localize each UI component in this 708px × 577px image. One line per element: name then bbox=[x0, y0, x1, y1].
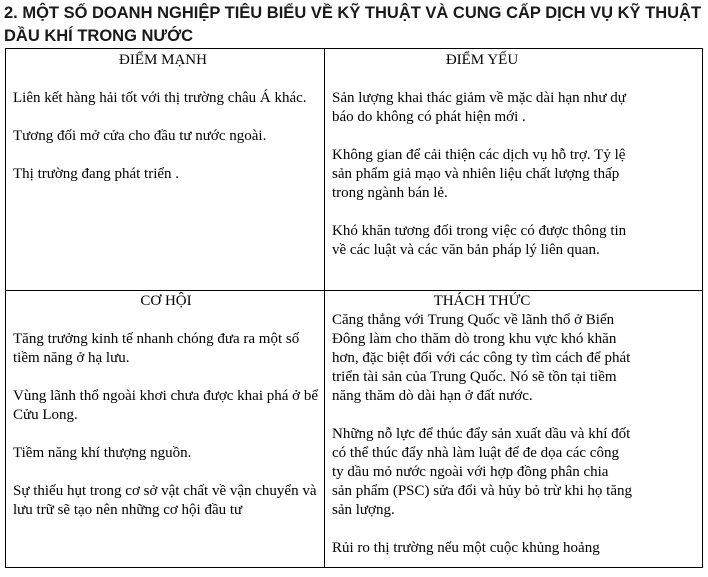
opportunities-cell bbox=[13, 292, 319, 539]
threats-title: THÁCH THỨC bbox=[433, 293, 531, 309]
opportunity-item: Vùng lãnh thổ ngoài khơi chưa được khai phá ở bể Cửu Long. bbox=[13, 388, 318, 423]
strengths-cell bbox=[13, 51, 313, 203]
page-heading: 2. MỘT SỐ DOANH NGHIỆP TIÊU BIỂU VỀ KỸ THUẬT VÀ CUNG CẤP DỊCH VỤ KỸ THUẬT DẦU KHÍ TRONG NƯỚC bbox=[4, 4, 702, 45]
strengths-title: ĐIỂM MẠNH bbox=[119, 52, 207, 68]
swot-table bbox=[5, 48, 703, 568]
opportunities-title: CƠ HỘI bbox=[140, 293, 192, 309]
threat-item: Những nỗ lực để thúc đẩy sản xuất dầu và khí đốt có thể thúc đẩy nhà làm luật để đe dọa các công ty dầu mỏ nước ngoài với hợp đồng phân chia sản phẩm (PSC) sửa đổi và hủy bỏ trừ khi họ tăng sản lượng. bbox=[332, 426, 632, 518]
weakness-item: Sản lượng khai thác giảm về mặc dài hạn như dự báo do không có phát hiện mới . bbox=[332, 90, 626, 125]
weakness-item: Không gian để cải thiện các dịch vụ hỗ trợ. Tỷ lệ sản phẩm giả mạo và nhiên liệu chất lượng thấp trong ngành bán lẻ. bbox=[332, 147, 626, 201]
threat-item: Căng thẳng với Trung Quốc về lãnh thổ ở Biển Đông làm cho thăm dò trong khu vực khó khăn hơn, đặc biệt đối với các công ty tìm cách để phát triển tài sản của Trung Quốc. Nó sẽ tồn tại tiềm năng thăm dò dài hạn ở đất nước. bbox=[332, 312, 631, 404]
weaknesses-cell bbox=[332, 51, 632, 279]
weaknesses-title: ĐIỂM YẾU bbox=[445, 52, 519, 68]
opportunity-item: Sự thiếu hụt trong cơ sở vật chất về vận chuyển và lưu trữ sẽ tạo nên những cơ hội đầu tư bbox=[13, 483, 317, 518]
table-divider-vertical bbox=[324, 49, 325, 567]
opportunity-item: Tiềm năng khí thượng nguồn. bbox=[13, 445, 192, 461]
threat-item: Rủi ro thị trường nếu một cuộc khủng hoảng bbox=[332, 540, 600, 556]
strength-item: Tương đối mở cửa cho đầu tư nước ngoài. bbox=[13, 128, 267, 144]
strength-item: Thị trường đang phát triển . bbox=[13, 166, 180, 182]
threats-cell bbox=[332, 292, 632, 577]
table-divider-horizontal bbox=[6, 290, 702, 291]
weakness-item: Khó khăn tương đối trong việc có được thông tin về các luật và các văn bản pháp lý liên quan. bbox=[332, 223, 627, 258]
opportunity-item: Tăng trưởng kinh tế nhanh chóng đưa ra một số tiềm năng ở hạ lưu. bbox=[13, 331, 300, 366]
strength-item: Liên kết hàng hải tốt với thị trường châu Á khác. bbox=[13, 90, 307, 106]
